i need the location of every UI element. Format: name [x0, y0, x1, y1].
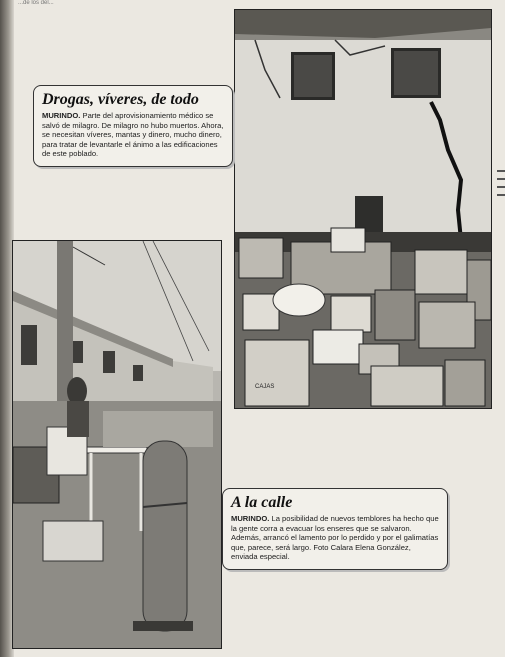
caption-box-drogas — [33, 85, 233, 167]
photo-street-image — [13, 241, 221, 648]
photo-wall-image — [235, 10, 491, 408]
box-label-cajas: CAJAS — [255, 384, 275, 390]
top-cut-text: ...de los del... — [18, 0, 54, 6]
photo-street-belongings — [12, 240, 222, 649]
caption-box-calle — [222, 488, 448, 570]
photo-cracked-wall-boxes — [234, 9, 492, 409]
caption-dateline-calle: MURINDO. — [231, 514, 270, 523]
caption-body-drogas — [42, 111, 224, 159]
caption-dateline-drogas: MURINDO. — [42, 111, 81, 120]
caption-text-calle: La posibilidad de nuevos temblores ha hecho que la gente corra a evacuar los enseres que se salvaron. Además, arrancó el lamento por lo perdido y por el galimatías que, parece, será largo. Foto Calara Elena González, enviada especial. — [231, 514, 439, 562]
caption-title-calle: A la calle — [231, 494, 293, 511]
adjacent-page-text-lines — [497, 170, 505, 230]
caption-text-drogas: Parte del aprovisionamiento médico se salvó de milagro. De milagro no hubo muertos. Ahora, se necesitan víveres, mantas y dinero, mucho dinero, para tratar de levantarle el ánimo a las edificaciones de este poblado. — [42, 111, 224, 159]
caption-body-calle — [231, 514, 439, 562]
caption-title-drogas: Drogas, víveres, de todo — [42, 91, 199, 108]
